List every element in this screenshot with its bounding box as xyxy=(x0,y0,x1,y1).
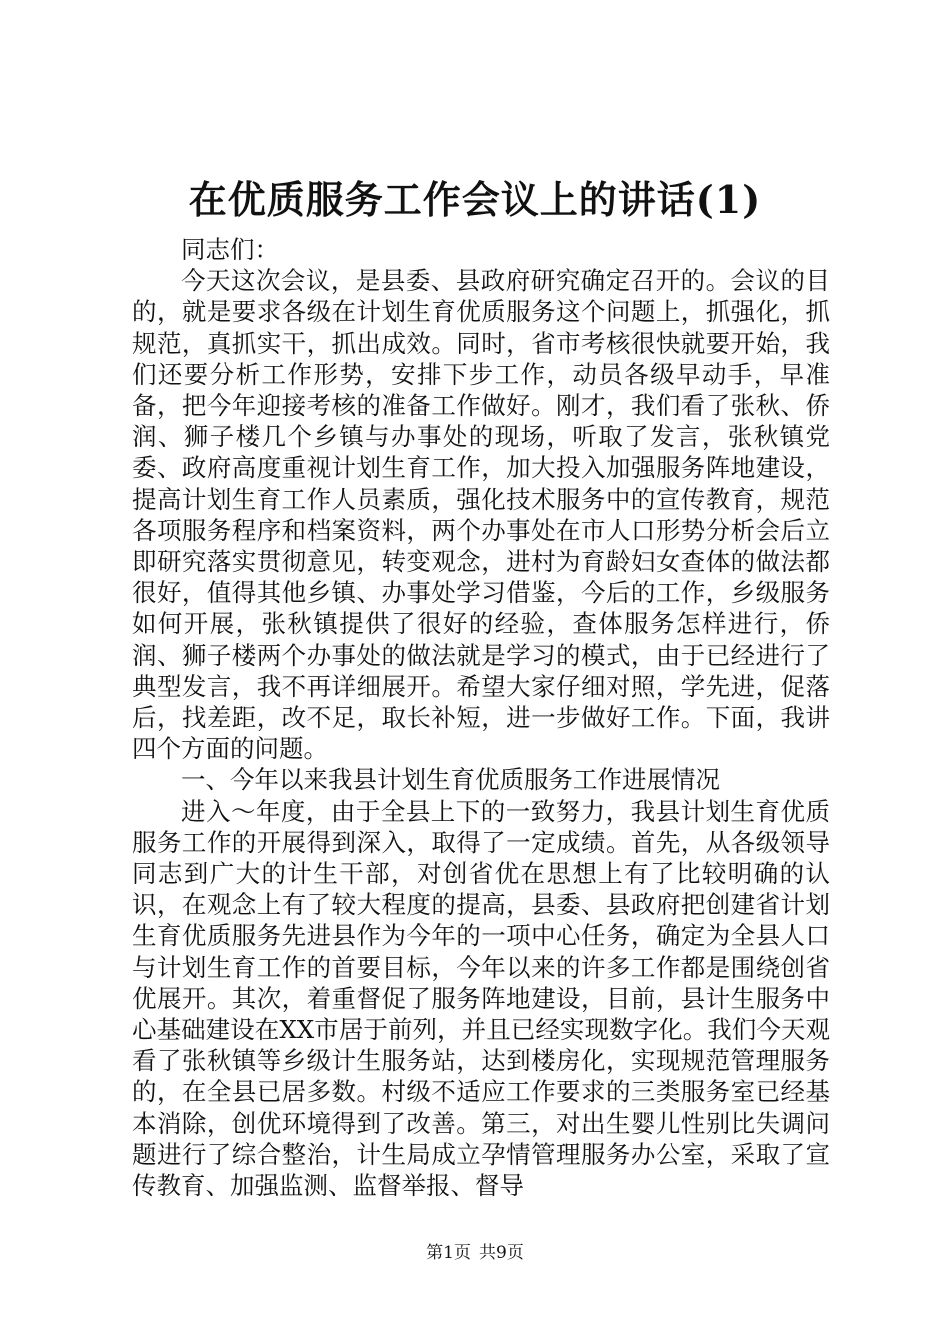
section-heading: 一、今年以来我县计划生育优质服务工作进展情况 xyxy=(181,765,720,795)
document-title: 在优质服务工作会议上的讲话(1) xyxy=(188,177,762,222)
page-total: 共9页 xyxy=(479,1243,524,1263)
page-number: 第1页 xyxy=(426,1243,471,1263)
body-paragraph: 今天这次会议，是县委、县政府研究确定召开的。会议的目的，就是要求各级在计划生育优质服务这个问题上，抓强化，抓规范，真抓实干，抓出成效。同时，省市考核很快就要开始，我们还要分析工作形势，安排下步工作，动员各级早动手，早准备，把今年迎接考核的准备工作做好。刚才，我们看了张秋、侨润、狮子楼几个乡镇与办事处的现场，听取了发言，张秋镇党委、政府高度重视计划生育工作，加大投入加强服务阵地建设，提高计划生育工作人员素质，强化技术服务中的宣传教育，规范各项服务程序和档案资料，两个办事处在市人口形势分析会后立即研究落实贯彻意见，转变观念，进村为育龄妇女查体的做法都很好，值得其他乡镇、办事处学习借鉴，今后的工作，乡级服务如何开展，张秋镇提供了很好的经验，查体服务怎样进行，侨润、狮子楼两个办事处的做法就是学习的模式，由于已经进行了典型发言，我不再详细展开。希望大家仔细对照，学先进，促落后，找差距，改不足，取长补短，进一步做好工作。下面，我讲四个方面的问题。 xyxy=(132,266,830,764)
document-body xyxy=(132,234,830,1201)
salutation-paragraph: 同志们： xyxy=(181,235,279,264)
page-footer xyxy=(0,1242,950,1264)
body-paragraph: 进入～年度，由于全县上下的一致努力，我县计划生育优质服务工作的开展得到深入，取得了一定成绩。首先，从各级领导同志到广大的计生干部，对创省优在思想上有了比较明确的认识，在观念上有了较大程度的提高，县委、县政府把创建省计划生育优质服务先进县作为今年的一项中心任务，确定为全县人口与计划生育工作的首要目标，今年以来的许多工作都是围绕创省优展开。其次，着重督促了服务阵地建设，目前，县计生服务中心基础建设在XX市居于前列，并且已经实现数字化。我们今天观看了张秋镇等乡级计生服务站，达到楼房化，实现规范管理服务的，在全县已居多数。村级不适应工作要求的三类服务室已经基本消除，创优环境得到了改善。第三，对出生婴儿性别比失调问题进行了综合整治，计生局成立孕情管理服务办公室，采取了宣传教育、加强监测、监督举报、督导 xyxy=(132,796,830,1201)
